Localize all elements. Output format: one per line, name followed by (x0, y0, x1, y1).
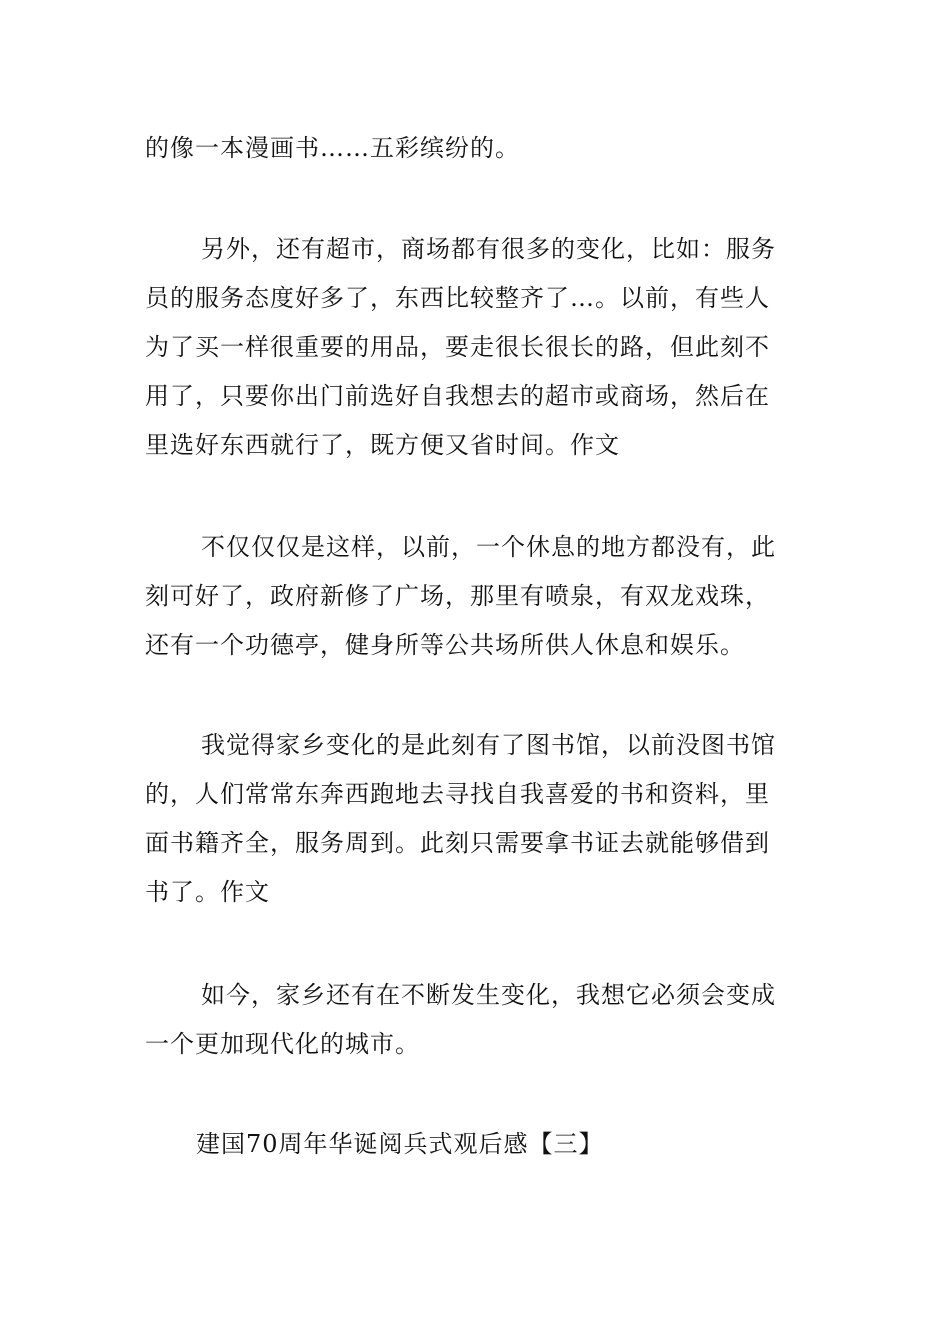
text-line: 书了。作文 (145, 878, 270, 906)
text-line: 我觉得家乡变化的是此刻有了图书馆，以前没图书馆 (201, 731, 776, 759)
text-line: 里选好东西就行了，既方便又省时间。作文 (145, 431, 620, 459)
paragraph-conclusion (145, 971, 810, 1069)
text-line: 员的服务态度好多了，东西比较整齐了…。以前，有些人 (145, 284, 770, 312)
text-line: 面书籍齐全，服务周到。此刻只需要拿书证去就能够借到 (145, 829, 770, 857)
paragraph-supermarket (145, 225, 810, 470)
text-line: 如今，家乡还有在不断发生变化，我想它必须会变成 (201, 981, 776, 1009)
text-line: 另外，还有超市，商场都有很多的变化，比如：服务 (201, 235, 776, 263)
text-line: 为了买一样很重要的用品，要走很长很长的路，但此刻不 (145, 333, 770, 361)
text-line: 一个更加现代化的城市。 (145, 1030, 420, 1058)
paragraph-square (145, 523, 810, 670)
text-line: 的，人们常常东奔西跑地去寻找自我喜爱的书和资料，里 (145, 780, 770, 808)
text-line: 刻可好了，政府新修了广场，那里有喷泉，有双龙戏珠， (145, 582, 770, 610)
text-line: 用了，只要你出门前选好自我想去的超市或商场，然后在 (145, 382, 770, 410)
text-line: 还有一个功德亭，健身所等公共场所供人休息和娱乐。 (145, 631, 745, 659)
paragraph-library (145, 721, 810, 917)
section-heading: 建国70周年华诞阅兵式观后感【三】 (196, 1130, 604, 1158)
paragraph-continuation (145, 124, 810, 173)
text-line: 不仅仅仅是这样，以前，一个休息的地方都没有，此 (201, 533, 776, 561)
text-line: 的像一本漫画书……五彩缤纷的。 (145, 134, 520, 162)
